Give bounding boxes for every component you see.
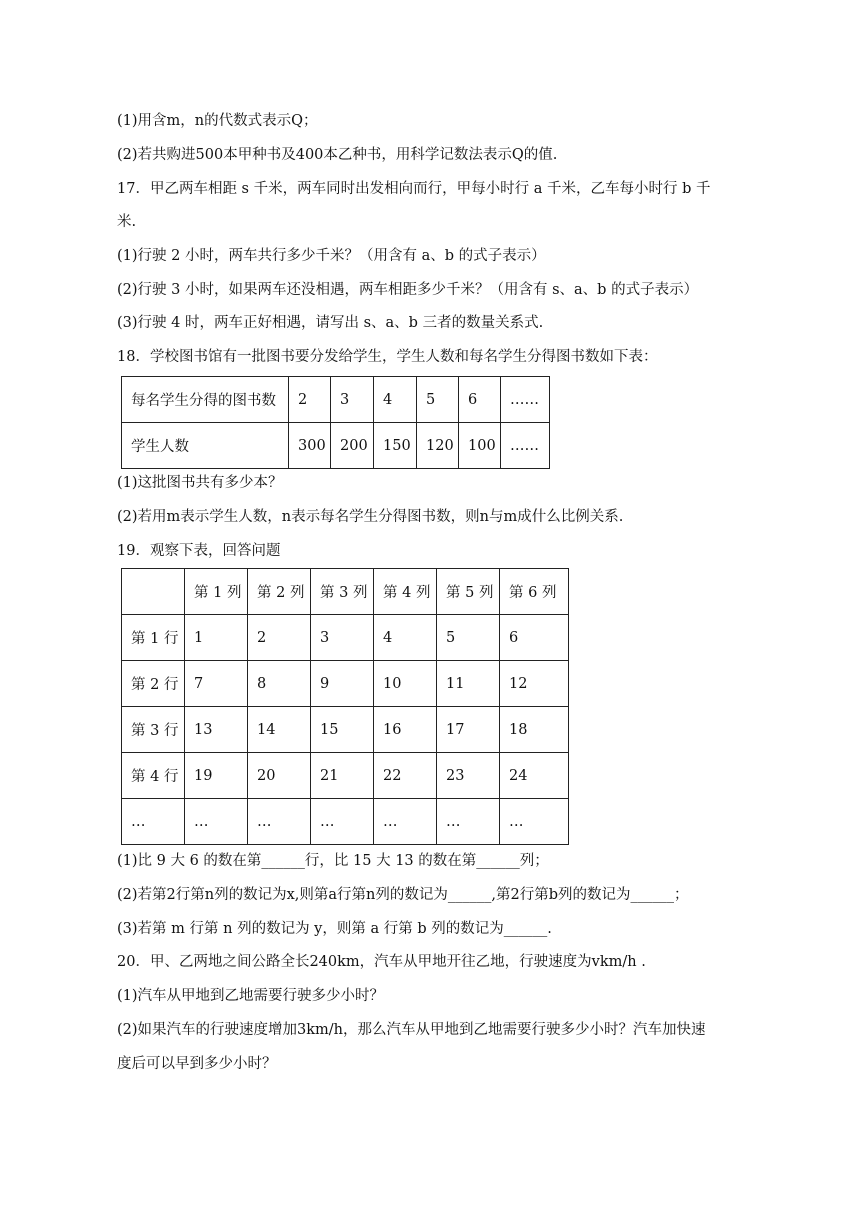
table-row bbox=[122, 707, 569, 753]
table-row bbox=[122, 661, 569, 707]
table-cell: … bbox=[248, 799, 311, 845]
q18-stem: 18．学校图书馆有一批图书要分发给学生，学生人数和每名学生分得图书数如下表： bbox=[117, 349, 658, 365]
table-cell: 19 bbox=[185, 753, 248, 799]
table-cell: 第 3 列 bbox=[311, 569, 374, 615]
table-cell: … bbox=[122, 799, 185, 845]
table-cell: 15 bbox=[311, 707, 374, 753]
q17-part2: (2)行驶 3 小时，如果两车还没相遇，两车相距多少千米？（用含有 s、a、b 的式子表示） bbox=[117, 282, 699, 298]
table-cell: …… bbox=[501, 377, 550, 423]
q19-part2: (2)若第2行第n列的数记为x,则第a行第n列的数记为______,第2行第b列的数记为______； bbox=[117, 887, 689, 903]
table-cell: 3 bbox=[311, 615, 374, 661]
table-row bbox=[122, 615, 569, 661]
q20-part2-line1: (2)如果汽车的行驶速度增加3km/h，那么汽车从甲地到乙地需要行驶多少小时？汽车加快速 bbox=[117, 1022, 706, 1038]
table-cell: 300 bbox=[289, 423, 331, 469]
table-row bbox=[122, 753, 569, 799]
table-cell: …… bbox=[501, 423, 550, 469]
table-cell: 2 bbox=[289, 377, 331, 423]
q18-part1: (1)这批图书共有多少本？ bbox=[117, 475, 283, 491]
q17-part3: (3)行驶 4 时，两车正好相遇，请写出 s、a、b 三者的数量关系式. bbox=[117, 315, 544, 331]
table-header-row bbox=[122, 569, 569, 615]
table-row bbox=[122, 799, 569, 845]
q16-part2: (2)若共购进500本甲种书及400本乙种书，用科学记数法表示Q的值. bbox=[117, 147, 558, 163]
table-cell: 14 bbox=[248, 707, 311, 753]
table-cell: 12 bbox=[500, 661, 569, 707]
table-cell: 8 bbox=[248, 661, 311, 707]
table-row bbox=[122, 423, 550, 469]
table-cell: … bbox=[311, 799, 374, 845]
table-cell: 17 bbox=[437, 707, 500, 753]
table-cell: … bbox=[185, 799, 248, 845]
table-cell: 4 bbox=[374, 615, 437, 661]
table-cell: 7 bbox=[185, 661, 248, 707]
table-cell: 120 bbox=[417, 423, 459, 469]
table-cell: 9 bbox=[311, 661, 374, 707]
table-cell: 21 bbox=[311, 753, 374, 799]
table-cell: 第 4 行 bbox=[122, 753, 185, 799]
table-cell: 23 bbox=[437, 753, 500, 799]
table-cell: 10 bbox=[374, 661, 437, 707]
table-cell: 5 bbox=[437, 615, 500, 661]
table-cell: 每名学生分得的图书数 bbox=[122, 377, 289, 423]
q18-part2: (2)若用m表示学生人数，n表示每名学生分得图书数，则n与m成什么比例关系. bbox=[117, 509, 624, 525]
table-cell: 1 bbox=[185, 615, 248, 661]
table-cell: 22 bbox=[374, 753, 437, 799]
q19-table bbox=[121, 568, 569, 845]
table-cell: 100 bbox=[459, 423, 501, 469]
table-cell: 第 6 列 bbox=[500, 569, 569, 615]
q17-stem-line2: 米. bbox=[117, 214, 137, 230]
table-cell: 5 bbox=[417, 377, 459, 423]
table-cell: 第 3 行 bbox=[122, 707, 185, 753]
table-cell: 150 bbox=[374, 423, 417, 469]
table-cell: … bbox=[437, 799, 500, 845]
table-cell: 6 bbox=[459, 377, 501, 423]
table-cell: 18 bbox=[500, 707, 569, 753]
table-cell: 学生人数 bbox=[122, 423, 289, 469]
table-row bbox=[122, 377, 550, 423]
table-cell: 3 bbox=[331, 377, 374, 423]
table-cell bbox=[122, 569, 185, 615]
q19-part1: (1)比 9 大 6 的数在第______行，比 15 大 13 的数在第______列； bbox=[117, 853, 549, 869]
q20-part1: (1)汽车从甲地到乙地需要行驶多少小时？ bbox=[117, 988, 385, 1004]
table-cell: 200 bbox=[331, 423, 374, 469]
q16-part1: (1)用含m，n的代数式表示Q； bbox=[117, 113, 318, 129]
table-cell: 16 bbox=[374, 707, 437, 753]
q17-stem-line1: 17．甲乙两车相距 s 千米，两车同时出发相向而行，甲每小时行 a 千米，乙车每小时行 b 千 bbox=[117, 181, 711, 197]
q17-part1: (1)行驶 2 小时，两车共行多少千米？（用含有 a、b 的式子表示） bbox=[117, 248, 546, 264]
table-cell: 24 bbox=[500, 753, 569, 799]
table-cell: 第 2 列 bbox=[248, 569, 311, 615]
table-cell: 第 5 列 bbox=[437, 569, 500, 615]
q20-part2-line2: 度后可以早到多少小时？ bbox=[117, 1056, 277, 1072]
q18-table bbox=[121, 376, 550, 469]
table-cell: 第 1 行 bbox=[122, 615, 185, 661]
table-cell: 第 1 列 bbox=[185, 569, 248, 615]
q19-part3: (3)若第 m 行第 n 列的数记为 y，则第 a 行第 b 列的数记为______. bbox=[117, 921, 552, 937]
table-cell: 20 bbox=[248, 753, 311, 799]
q20-stem: 20．甲、乙两地之间公路全长240km，汽车从甲地开往乙地，行驶速度为vkm/h . bbox=[117, 954, 646, 970]
table-cell: … bbox=[500, 799, 569, 845]
q19-stem: 19．观察下表，回答问题 bbox=[117, 543, 281, 559]
table-cell: 第 4 列 bbox=[374, 569, 437, 615]
table-cell: 第 2 行 bbox=[122, 661, 185, 707]
table-cell: 4 bbox=[374, 377, 417, 423]
table-cell: 13 bbox=[185, 707, 248, 753]
table-cell: 2 bbox=[248, 615, 311, 661]
table-cell: 6 bbox=[500, 615, 569, 661]
table-cell: 11 bbox=[437, 661, 500, 707]
table-cell: … bbox=[374, 799, 437, 845]
